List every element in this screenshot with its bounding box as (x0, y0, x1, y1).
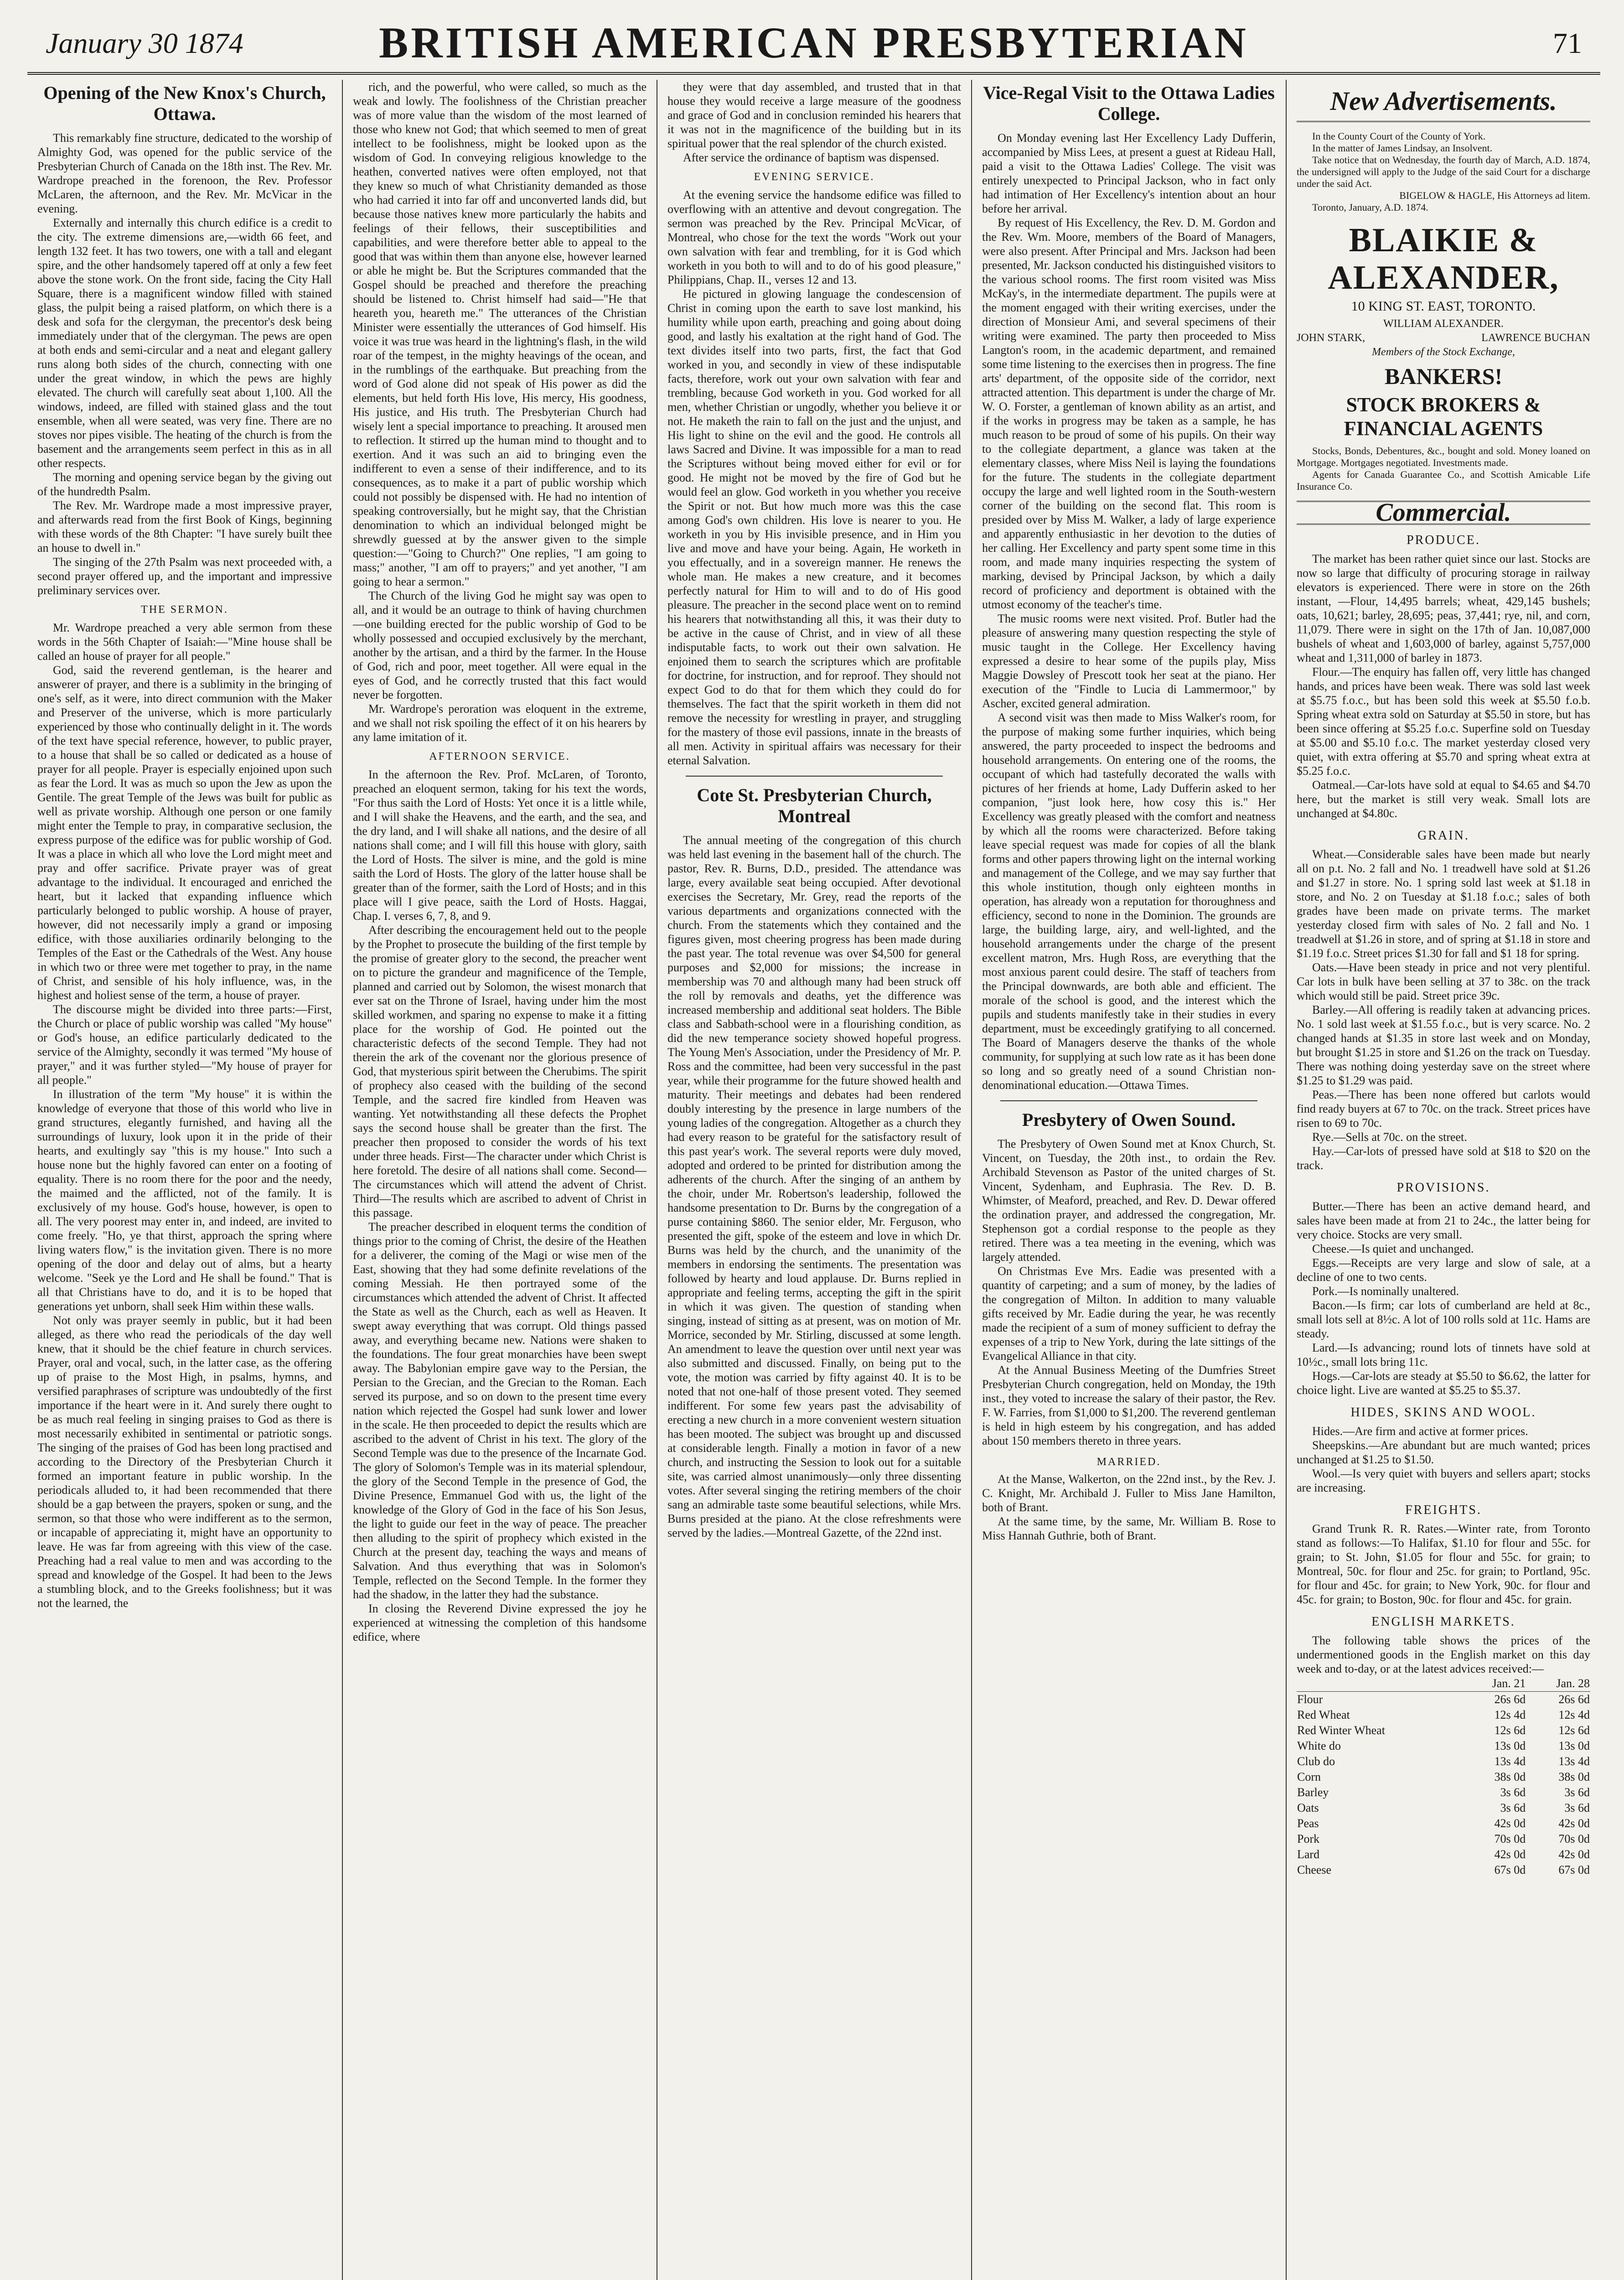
commercial-heading: Commercial. (1297, 501, 1590, 525)
table-cell: Corn (1297, 1770, 1321, 1783)
advertisements-heading: New Advertisements. (1297, 86, 1590, 122)
firm-description: Stocks, Bonds, Debentures, &c., bought and sold. Money loaned on Mortgage. Mortgages negotiated. Investments made. (1297, 445, 1590, 468)
partner-name: JOHN STARK, (1297, 332, 1365, 344)
page-number: 71 (1553, 27, 1582, 59)
firm-membership: Members of the Stock Exchange, (1372, 346, 1515, 358)
table-cell: 42s 0d (1558, 1848, 1590, 1861)
table-cell: Club do (1297, 1755, 1335, 1768)
columns (27, 80, 1600, 2280)
paragraph: The preacher described in eloquent terms the condition of things prior to the coming of Christ, the desire of the Heathen for a deliverer, the coming of the Magi or wise men of the East, showing that they had some definite revelations of the coming Messiah. He then portrayed some of the circumstances which attended the advent of Christ. It affected the State as well as the Church, each as well as Heaven. It swept away everything that was corrupt. Old things passed away, and everything became new. Nations were shaken to the foundations. The four great monarchies have been swept away. The Babylonian empire gave way to the Persian, the Persian to the Grecian, and the Grecian to the Roman. Each served its purpose, and so on down to the present time every nation which rejected the Gospel had sunk lower and lower in the scale. He then proceeded to depict the results which are ascribed to the advent of Christ in his text. The glory of the Second Temple was due to the presence of the Incarnate God. The glory of Solomon's Temple was in its material splendour, the glory of the Second Temple in the presence of God, the Divine Presence, Emmanuel God with us, the light of the knowledge of the Glory of God in the face of his Son Jesus, the light to guide our feet in the way of peace. The preacher then alluding to the spirit of prophecy which existed in the Church at the present day, teaching the ways and means of Salvation. And thus everything that was in Solomon's Temple, reflected on the Second Temple. In the former they had the shadow, in the latter they had the substance. (353, 1220, 646, 1601)
table-row (1297, 1754, 1590, 1769)
table-cell: 38s 0d (1558, 1770, 1590, 1783)
article-heading: Cote St. Presbyterian Church, Montreal (697, 785, 932, 826)
paragraph: Hogs.—Car-lots are steady at $5.50 to $6.62, the latter for choice light. Live are wanted at $5.25 to $5.37. (1297, 1369, 1590, 1397)
paragraph: At the Manse, Walkerton, on the 22nd inst., by the Rev. J. C. Knight, Mr. Archibald J. Fuller to Miss Jane Hamilton, both of Brant. (982, 1472, 1276, 1514)
column-1 (27, 80, 342, 2280)
paragraph: Pork.—Is nominally unaltered. (1312, 1285, 1459, 1298)
divider (686, 776, 943, 777)
column-4 (971, 80, 1286, 2280)
paragraph: At the evening service the handsome edifice was filled to overflowing with an attentive and devout congregation. The sermon was preached by the Rev. Principal McVicar, of Montreal, who chose for the text the words "Work out your own salvation with fear and trembling, for it is God which worketh in you both to will and to do of his good pleasure," Philippians, Chap. II., verses 12 and 13. (667, 188, 961, 286)
table-cell: 70s 0d (1494, 1832, 1526, 1845)
paragraph: The singing of the 27th Psalm was next proceeded with, a second prayer offered up, and the important and impressive preliminary services over. (37, 555, 332, 597)
paragraph: At the Annual Business Meeting of the Dumfries Street Presbyterian Church congregation, held on Monday, the 19th inst., they voted to increase the salary of their pastor, the Rev. F. W. Farries, from $1,000 to $1,200. The reverend gentleman is held in high esteem by his congregation, and has added about 150 members thereto in three years. (982, 1363, 1276, 1447)
table-cell: White do (1297, 1739, 1341, 1752)
table-cell: Oats (1297, 1801, 1319, 1814)
table-cell: 13s 0d (1558, 1739, 1590, 1752)
table-cell: 67s 0d (1558, 1863, 1590, 1876)
paragraph: Bacon.—Is firm; car lots of cumberland are held at 8c., small lots sell at 8½c. A lot of 100 rolls sold at 11c. Hams are steady. (1297, 1299, 1590, 1340)
table-row (1297, 1847, 1590, 1862)
table-row (1297, 1862, 1590, 1878)
paragraph: The Rev. Mr. Wardrope made a most impressive prayer, and afterwards read from the first Book of Kings, beginning with these words of the 8th Chapter: "I have surely built thee an house to dwell in." (37, 499, 332, 554)
paragraph: The music rooms were next visited. Prof. Butler had the pleasure of answering many question respecting the style of music taught in the College. Her Excellency having expressed a desire to hear some of the pupils play, Miss Maggie Dowsley of Prescott took her seat at the piano. Her execution of the "Findle to Lucia di Lammermoor," by Ascher, excited general admiration. (982, 612, 1276, 710)
paragraph: A second visit was then made to Miss Walker's room, for the purpose of making some further inquiries, which being answered, the party proceeded to inspect the bedrooms and household arrangements. On entering one of the rooms, the occupant of which had tastefully decorated the walls with pictures of her friends at home, Lady Dufferin asked to her companion, "just look here, how cosy this is." Her Excellency was greatly pleased with the comfort and neatness by which all the rooms were characterized. Before taking leave special request was made for copies of all the blank forms and other papers throwing light on the internal working and management of the College, and we may say further that this whole institution, though only eighteen months in operation, has already won a reputation for thoroughness and efficiency, second to none in the Dominion. The grounds are large, the building large, airy, and well-lighted, and the household arrangements under the charge of the present excellent matron, Mrs. Hugh Ross, are everything that the most anxious parent could desire. The staff of teachers from the Principal downwards, are both able and efficient. The morale of the school is good, and the interest which the pupils and students manifestly take in their studies in every department, must be exceedingly gratifying to all concerned. The Board of Managers deserve the thanks of the whole community, for supplying at such low rate as it has been done so long and so greatly need of a sound Christian non-denominational education.—Ottawa Times. (982, 711, 1276, 1092)
column-5 (1286, 80, 1600, 2280)
paragraph: The following table shows the prices of the undermentioned goods in the English market on this day week and to-day, or at the latest advices received:— (1297, 1634, 1590, 1675)
section-subhead: AFTERNOON SERVICE. (429, 751, 570, 762)
column-2 (342, 80, 657, 2280)
paragraph: Eggs.—Receipts are very large and slow of sale, at a decline of one to two cents. (1297, 1256, 1590, 1284)
legal-notice: In the matter of James Lindsay, an Insolvent. (1312, 142, 1493, 154)
paragraph: Sheepskins.—Are abundant but are much wanted; prices unchanged at $1.25 to $1.50. (1297, 1439, 1590, 1466)
section-subhead: EVENING SERVICE. (754, 171, 875, 183)
section-heading: HIDES, SKINS AND WOOL. (1350, 1405, 1536, 1420)
section-subhead: THE SERMON. (141, 604, 228, 616)
paragraph: In the afternoon the Rev. Prof. McLaren, of Toronto, preached an eloquent sermon, taking for his text the words, "For thus saith the Lord of Hosts: Yet once it is a little while, and I will shake the Heavens, and the earth, and the sea, and the dry land, and I will shake all nations, and the desire of all nations shall come; and I will fill this house with glory, saith the Lord of Hosts. The silver is mine, and the gold is mine saith the Lord of Hosts. The glory of the latter house shall be greater than of the former, saith the Lord of Hosts; and in this place will I give peace, saith the Lord of Hosts. Haggai, Chap. I. verses 6, 7, 8, and 9. (353, 768, 646, 922)
table-cell: 13s 4d (1558, 1755, 1590, 1768)
table-cell: 13s 4d (1494, 1755, 1526, 1768)
table-cell: 26s 6d (1558, 1693, 1590, 1706)
table-cell: 13s 0d (1494, 1739, 1526, 1752)
section-heading: GRAIN. (1417, 829, 1469, 843)
paragraph: By request of His Excellency, the Rev. D. M. Gordon and the Rev. Wm. Moore, members of the Board of Managers, were also present. After Principal and Mrs. Jackson had been presented, Mr. Jackson conducted his distinguished visitors to the various school rooms. The first room visited was Miss McKay's, in the intermediate department. The pupils were at the moment engaged with their writing exercises, under the direction of Monsieur Ami, and several specimens of their writing were examined. The party then proceeded to Miss Langton's room, in the academic department, and remained some time listening to the exercises then in progress. The fine arts' department, of the opposite side of the corridor, next attracted attention. This department is under the charge of Mr. W. O. Forster, a gentleman of known ability as an artist, and if the works in progress may be taken as a sample, he has much reason to be proud of some of his pupils. On their way to the collegiate department, a glance was taken at the elementary classes, where Miss Neil is laying the foundations for the future. The students in the collegiate department occupy the large and well lighted room in the South-western corner of the building on the second flat. This room is presided over by Miss M. Walker, a lady of large experience and apparently enthusiastic in her devotion to the duties of her calling. Her Excellency and party spent some time in this room, and made many inquiries respecting the system of marking, devised by Principal Jackson, by which a daily record of proficiency and deportment is obtained with the utmost economy of the teacher's time. (982, 216, 1276, 611)
english-markets-table (1297, 1676, 1590, 1878)
partner-name: WILLIAM ALEXANDER. (1383, 318, 1504, 330)
paragraph: Mr. Wardrope preached a very able sermon from these words in the 56th Chapter of Isaiah:—"Mine house shall be called an house of prayer for all people." (37, 621, 332, 663)
firm-name: BLAIKIE & ALEXANDER, (1328, 222, 1559, 296)
paragraph: rich, and the powerful, who were called, so much as the weak and lowly. The foolishness of the Christian preacher was of more value than the wisdom of the most learned of those who knew not God; that which seemed to men of great intellect to be foolishness, might be looked upon as the wisdom of God. In conveying religious knowledge to the heathen, converted natives were often employed, not that they knew so much of what Christianity demanded as those who had carried it into far off and unconverted lands did, but because those natives knew more particularly the habits and feelings of their fellows, their susceptibilities and capabilities, and were therefore better able to appeal to the good that was within them than anyone else, however learned or able he might be. But the Scriptures commanded that the Gospel should be preached and therefore the preaching should be listened to. Christ himself had said—"He that heareth you, heareth me." The utterances of the Christian Minister were essentially the utterances of God himself. His voice it was true was heard in the lightning's flash, in the wild roar of the tempest, in the mighty heavings of the ocean, and in the rumblings of the earthquake. But preaching from the word of God alone did not speak of His power as did the elements, but held forth His love, His mercy, His goodness, His justice, and His truth. The Presbyterian Church had wisely lent a special importance to preaching. It aroused men to reflection. It stirred up the human mind to thought and to exertion. And it was such an aid to bringing even the indifferent to even a sense of their indifference, and to its consequences, as to make it a part of public worship which could not possibly be dispensed with. He had no intention of speaking controversially, but he might say, that the Christian denomination to which an individual belonged might be shrewdly guessed at by the answer given to the simple question:—"Going to Church?" One replies, "I am going to mass;" another, "I am off to prayers;" and yet another, "I am going to hear a sermon." (353, 80, 646, 588)
table-cell: 12s 4d (1494, 1708, 1526, 1721)
column-3 (657, 80, 971, 2280)
table-cell: 42s 0d (1494, 1848, 1526, 1861)
table-cell: Barley (1297, 1786, 1329, 1799)
paragraph: Lard.—Is advancing; round lots of tinnets have sold at 10½c., small lots bring 11c. (1297, 1341, 1590, 1368)
table-cell: Pork (1297, 1832, 1320, 1845)
table-row (1297, 1785, 1590, 1800)
table-cell: 38s 0d (1494, 1770, 1526, 1783)
table-header-row (1297, 1676, 1590, 1692)
paragraph: The Presbytery of Owen Sound met at Knox Church, St. Vincent, on Tuesday, the 20th inst., to ordain the Rev. Archibald Stevenson as Pastor of the united charges of St. Vincent, Sydenham, and Euphrasia. The Rev. D. B. Whimster, of Meaford, preached, and Rev. D. Dewar offered the ordination prayer, and addressed the congregation, Mr. Stephenson got a cordial response to the people as they retired. There was a tea meeting in the evening, which was largely attended. (982, 1137, 1276, 1264)
paragraph: Cheese.—Is quiet and unchanged. (1312, 1242, 1474, 1255)
paragraph: Not only was prayer seemly in public, but it had been alleged, as there who read the periodicals of the day well knew, that it should be the chief feature in church services. Prayer, oral and vocal, such, in the latter case, as the offering up of praise to the Most High, in psalms, hymns, and versified paraphrases of scripture was undoubtedly of the first importance if the heart were in it. And surely there ought to be as much real feeling in singing praises to God as there is most necessarily exhibited in sentimental or patriotic songs. The singing of the praises of God has been long practised and according to the Directory of the Presbyterian Church it formed an important feature in public worship. In the periodicals alluded to, it had been recommended that there should be a gap between the prayers, spoken or sung, and the sermon, so that those who were indifferent as to the sermon, or incapable of appreciating it, might have an opportunity to leave. He was far from agreeing with this view of the case. Preaching had a real value to men and was according to the spread and knowledge of the Gospel. It had been to the Jews a stumbling block, and to the Greeks foolishness; but it was not the learned, the (37, 1314, 332, 1610)
table-cell: 42s 0d (1494, 1817, 1526, 1830)
article-heading: Vice-Regal Visit to the Ottawa Ladies College. (983, 83, 1275, 124)
paragraph: The morning and opening service began by the giving out of the hundredth Psalm. (37, 471, 332, 498)
section-heading: FREIGHTS. (1405, 1503, 1482, 1517)
table-row (1297, 1831, 1590, 1847)
table-cell: 67s 0d (1494, 1863, 1526, 1876)
legal-notice: In the County Court of the County of York. (1312, 130, 1486, 142)
section-heading: PROVISIONS. (1396, 1181, 1490, 1195)
divider (1000, 1100, 1257, 1101)
table-header-cell: Jan. 21 (1462, 1676, 1526, 1692)
paragraph: God, said the reverend gentleman, is the hearer and answerer of prayer, and there is a sublimity in the bringing of one's self, as it were, into direct communion with the Maker and Preserver of the universe, which is more particularly experienced by those who continually delight in it. The words of the text have special reference, however, to public prayer, to a house that shall be so called or dedicated as a house of prayer for all people. Prayer is especially enjoined upon such as fear the Lord. It was as much so upon the Jew as upon the Gentile. The great Temple of the Jews was built for public as well as private worship. Although one person or one family might enter the Temple to pray, in comparative seclusion, the express purpose of the edifice was for public worship of God. It was a place in which all who love the Lord might meet and pray and offer sacrifice. Private prayer was of great advantage to the individual. It encouraged and enriched the heart, but it lacked that expanding influence which particularly belonged to public worship. A house of prayer, however, did not necessarily imply a grand or imposing edifice, with those auxiliaries ordinarily belonging to the Temples of the East or the Cathedrals of the West. Any house in which two or three were met together to pray, in the name of Christ, and sensible of his holy influence, was, in the highest and holiest sense of the term, a house of prayer. (37, 663, 332, 1002)
table-cell: Lard (1297, 1848, 1320, 1861)
article-heading: Opening of the New Knox's Church, Ottawa. (43, 83, 326, 124)
table-cell: Flour (1297, 1693, 1323, 1706)
table-row (1297, 1707, 1590, 1723)
table-cell: 26s 6d (1494, 1693, 1526, 1706)
section-heading: PRODUCE. (1407, 533, 1480, 547)
masthead (27, 8, 1600, 75)
paragraph: On Monday evening last Her Excellency Lady Dufferin, accompanied by Miss Lees, at present a guest at Rideau Hall, paid a visit to the Ottawa Ladies' College. The visit was entirely unexpected to Principal Jackson, who in fact only had intimation of Her Excellency's intention about an hour before her arrival. (982, 131, 1276, 215)
paragraph: The Church of the living God he might say was open to all, and it would be an outrage to think of having churchmen—one building erected for the public worship of God to be wholly possessed and occupied exclusively by the merchant, another by the artisan, and a third by the farmer. In the House of God, rich and poor, meet together. All were equal in the eyes of God, and he correctly trusted that this fact would never be forgotten. (353, 589, 646, 701)
paragraph: Oats.—Have been steady in price and not very plentiful. Car lots in bulk have been selling at 37 to 38c. on the track which would still be paid. Street price 39c. (1297, 961, 1590, 1002)
bankers-heading: BANKERS! (1384, 363, 1503, 389)
paragraph: Hides.—Are firm and active at former prices. (1312, 1425, 1528, 1438)
paragraph: Grand Trunk R. R. Rates.—Winter rate, from Toronto stand as follows:—To Halifax, $1.10 for flour and 55c. for grain; to St. John, $1.05 for flour and 55c. for grain; to Montreal, 50c. for flour and 25c. for grain; to Portland, 95c. for flour and 45c. for grain; to New York, 90c. for flour and 45c. for grain; to Boston, 90c. for flour and 45c. for grain. (1297, 1522, 1590, 1606)
paragraph: Wheat.—Considerable sales have been made but nearly all on p.t. No. 2 fall and No. 1 treadwell have sold at $1.26 and $1.27 in store. No. 1 spring sold last week at $1.18 in store, and No. 2 on Tuesday at $1.18 f.o.c.; sales of both grades have been made on private terms. The market yesterday closed firm with sales of No. 2 fall and No. 1 treadwell at $1.26 in store, and of spring at $1.18 in store and $1.19 f.o.c. Street prices $1.30 for fall and $1 18 for spring. (1297, 848, 1590, 960)
firm-agents: Agents for Canada Guarantee Co., and Scottish Amicable Life Insurance Co. (1297, 469, 1590, 492)
table-cell: 3s 6d (1500, 1786, 1526, 1799)
table-cell: 12s 6d (1494, 1724, 1526, 1737)
paragraph: Mr. Wardrope's peroration was eloquent in the extreme, and we shall not risk spoiling the effect of it on his hearers by any lame imitation of it. (353, 702, 646, 744)
paragraph: In illustration of the term "My house" it is within the knowledge of everyone that those of this world who live in grand structures, elegantly furnished, and having all the surroundings of luxury, look upon it in the pride of their hearts, and exultingly say "this is my house." Into such a house none but the highly favored can enter on a footing of equality. There is no room there for the poor and the needy, the maimed and the afflicted, not of the family. It is exclusively of my house. God's house, however, is open to all. The very poorest may enter in, and indeed, are invited to come freely. "Ho, ye that thirst, approach the spring where living waters flow," is the invitation given. There is no more opening of the door and delay out of alms, but a hearty welcome. "Seek ye the Lord and He shall be found." That is all that Christians have to do, and it is to be hoped that generations yet unborn, shall seek Him within these walls. (37, 1088, 332, 1313)
paragraph: The discourse might be divided into three parts:—First, the Church or place of public worship was called "My house" or God's house, an edifice particularly dedicated to the service of the Almighty, secondly it was termed "My house of prayer," and it was further styled—"My house of prayer for all people." (37, 1003, 332, 1087)
newspaper-title: BRITISH AMERICAN PRESBYTERIAN (379, 18, 1249, 67)
paragraph: This remarkably fine structure, dedicated to the worship of Almighty God, was opened for the public service of the Presbyterian Church of Canada on the 18th inst. The Rev. Mr. Wardrope preached in the forenoon, the Rev. Professor McLaren, the afternoon, and the Rev. Mr. McVicar in the evening. (37, 131, 332, 215)
paragraph: The market has been rather quiet since our last. Stocks are now so large that difficulty of procuring storage in railway elevators is experienced. There were in store on the 26th instant, —Flour, 14,495 barrels; wheat, 429,145 bushels; oats, 10,621; barley, 28,695; peas, 37,441; rye, nil, and corn, 11,079. There were in sight on the 17th of Jan. 10,087,000 bushels of wheat and 1,603,000 of barley, against 5,757,000 wheat and 1,311,000 of barley in 1873. (1297, 552, 1590, 664)
table-row (1297, 1723, 1590, 1738)
partner-names (1297, 331, 1590, 345)
legal-signature: BIGELOW & HAGLE, His Attorneys ad litem. (1399, 190, 1590, 201)
table-row (1297, 1769, 1590, 1785)
table-header-cell: Jan. 28 (1526, 1676, 1590, 1692)
paragraph: The annual meeting of the congregation of this church was held last evening in the basement hall of the church. The pastor, Rev. R. Burns, D.D., presided. The attendance was large, every available seat being occupied. After devotional exercises the Secretary, Mr. Grey, read the reports of the various departments and organizations connected with the church. From the statements which they contained and the figures given, most cheering progress has been made during the past year. The total revenue was over $4,500 for general purposes and $2,000 for missions; the increase in membership was 70 and although many had been struck off the roll by removals and deaths, yet the difference was increased membership and additional seat holders. The Bible class and Sabbath-school were in a flourishing condition, as did the new temperance society showed hopeful progress. The Young Men's Association, under the Presidency of Mr. P. Ross and the committee, had been very successful in the past year, while their programme for the future showed health and maturity. Their meetings and debates had been rendered doubly interesting by the presence in large numbers of the young ladies of the congregation. Altogether as a church they had every reason to be grateful for the satisfactory result of this past year's work. The several reports were duly moved, adopted and ordered to be printed for distribution among the adherents of the church. After the singing of an anthem by the choir, under Mr. Robertson's leadership, followed the handsome presentation to Dr. Burns by the congregation of a purse containing $860. The senior elder, Mr. Ferguson, who presented the gift, spoke of the esteem and love in which Dr. Burns was held by the church, and the unanimity of the members in endorsing the sentiments. The presentation was followed by hearty and loud applause. Dr. Burns replied in appropriate and feeling terms, accepting the gift in the spirit in which it was given. The question of standing when singing, instead of sitting as at present, was on motion of Mr. Morrice, seconded by Mr. Stirling, discussed at some length. An amendment to leave the question over until next year was also submitted and discussed. Finally, on being put to the vote, the motion was carried by fifty against 40. It is to be noted that not one-half of those present voted. They seemed indifferent. For some few years past the advisability of erecting a new church in a more convenient western situation has been mooted. The subject was brought up and discussed at considerable length. Finally a motion in favor of a new church, and instructing the Session to look out for a suitable site, was carried almost unanimously—only three dissenting votes. After several singing the retiring members of the choir sang an admirable taste some beautiful selections, while Mrs. Burns presided at the piano. At the close refreshments were served by the ladies.—Montreal Gazette, of the 22nd inst. (667, 834, 961, 1539)
table-cell: Peas (1297, 1817, 1319, 1830)
paragraph: Butter.—There has been an active demand heard, and sales have been made at from 21 to 24c., the latter being for very choice. Stocks are very small. (1297, 1200, 1590, 1241)
paragraph: Rye.—Sells at 70c. on the street. (1312, 1130, 1467, 1144)
article-heading: Presbytery of Owen Sound. (1022, 1109, 1236, 1130)
table-row (1297, 1692, 1590, 1708)
married-heading: MARRIED. (1096, 1456, 1161, 1468)
table-cell: Red Wheat (1297, 1708, 1350, 1721)
paragraph: Flour.—The enquiry has fallen off, very little has changed hands, and prices have been weak. There was sold last week at $5.75 f.o.c., but has been sold this week at $5.50 f.o.b. Spring wheat extra sold on Saturday at $5.50 in store, but has been since offering at $5.25 f.o.c. Superfine sold on Tuesday at $5.00 and $5.10 f.o.c. The market yesterday closed very quiet, with extra offering at $5.70 and spring wheat extra at $5.25 f.o.c. (1297, 665, 1590, 777)
paragraph: After describing the encouragement held out to the people by the Prophet to prosecute the building of the first temple by the promise of greater glory to the second, the preacher went on to picture the grandeur and magnificence of the Temple, planned and carried out by Solomon, the wisest monarch that ever sat on the Throne of Israel, having under him the most skilled workmen, and sparing no expense to make it a fitting place for the worship of God. He pointed out the characteristic defects of the second Temple. They had not therein the ark of the covenant nor the glorious presence of God, that mysterious spirit between the Cherubims. The spirit of prophecy also ceased with the building of the second Temple, and the sacred fire kindled from Heaven was wanting. Yet notwithstanding all these defects the Prophet says the second house shall be greater than the first. The preacher then proposed to consider the words of his text under three heads. First—The character under which Christ is here foretold. The desire of all nations shall come. Second—The circumstances which will attend the advent of Christ. Third—The results which are ascribed to advent of Christ in this passage. (353, 923, 646, 1219)
table-cell: 3s 6d (1564, 1801, 1590, 1814)
table-cell: 3s 6d (1564, 1786, 1590, 1799)
table-cell: Red Winter Wheat (1297, 1724, 1385, 1737)
paragraph: At the same time, by the same, Mr. William B. Rose to Miss Hannah Guthrie, both of Brant. (982, 1515, 1276, 1542)
table-row (1297, 1816, 1590, 1831)
paragraph: Barley.—All offering is readily taken at advancing prices. No. 1 sold last week at $1.55 f.o.c., but is very scarce. No. 2 changed hands at $1.35 in store last week and on Monday, but brought $1.25 in store and $1.26 on the track on Tuesday. There was nothing doing yesterday save on the street where $1.25 to $1.29 was paid. (1297, 1003, 1590, 1087)
paragraph: He pictured in glowing language the condescension of Christ in coming upon the earth to save lost mankind, his humility while upon earth, preaching and going about doing good, and lastly his exaltation at the right hand of God. The text divides itself into two parts, first, the fact that God worked in you, and secondly in view of these indisputable facts, therefore, work out your own salvation with fear and trembling, because God worketh in you. God worked for all men, whether Christian or ungodly, whether you believe it or not. He maketh the rain to fall on the just and the unjust, and His light to shine on the evil and the good. He controls all laws Sacred and Divine. It was impossible for a man to read the Scriptures without being moved either for evil or for good. He might not be moved by the fire of God but he would feel an glow. God worketh in you whether you receive the Spirit or not. But how much more was this the case among God's own children. His love is nearer to you. He worketh in you by His invisible presence, and in Him you live and move and have your being. Again, He worketh in you effectually, and in a sovereign manner. He renews the whole man. He makes a new creature, and it becomes perfectly natural for Him to will and to do of His good pleasure. The preacher in the second place went on to remind his hearers that notwithstanding all this, it was their duty to be active in the cause of Christ, and in view of all these indisputable facts, to work out their own salvation. He enjoined them to search the scriptures which are profitable for doctrine, for instruction, and for reproof. They should not expect God to do that for them which they could do for themselves. The fact that the spirit worketh in them did not remove the necessity for wrestling in prayer, and struggling for the mastery of those evil passions, innate in the breasts of all men. Activity in spiritual affairs was necessary for their eternal Salvation. (667, 287, 961, 767)
paragraph: Hay.—Car-lots of pressed have sold at $18 to $20 on the track. (1297, 1145, 1590, 1172)
paragraph: Externally and internally this church edifice is a credit to the city. The extreme dimensions are,—width 66 feet, and length 132 feet. It has two towers, one with a tall and elegant spire, and the other handsomely tapered off at only a few feet above the stone work. On the front side, facing the City Hall Square, there is a magnificent window filled with stained glass, the pulpit being a raised platform, on which there is a desk and sofa for the clergyman, the precentor's desk being immediately under that of the clergyman. The pews are open at both ends and semi-circular and a neat and elegant gallery runs along both sides of the church, connecting with one under the great window, in which the pews are highly elevated. The church will carefully seat about 1,100. All the windows, indeed, are filled with stained glass and the tout ensemble, when all were seated, was very fine. There are no stoves nor pipes visible. The heating of the church is from the basement and the arrangements seem perfect in this as in all other respects. (37, 216, 332, 470)
paragraph: After service the ordinance of baptism was dispensed. (683, 151, 939, 164)
paragraph: Peas.—There has been none offered but carlots would find ready buyers at 67 to 70c. on the track. Street prices have risen to 69 to 70c. (1297, 1088, 1590, 1130)
paragraph: On Christmas Eve Mrs. Eadie was presented with a quantity of carpeting; and a sum of money, by the ladies of the congregation of Milton. In addition to many valuable gifts received by Mr. Eadie during the year, he was recently made the recipient of a sum of money sufficient to defray the expenses of a trip to New York, during the late sittings of the Evangelical Alliance in that city. (982, 1264, 1276, 1363)
paragraph: Wool.—Is very quiet with buyers and sellers apart; stocks are increasing. (1297, 1467, 1590, 1494)
table-row (1297, 1800, 1590, 1816)
table-row (1297, 1738, 1590, 1754)
table-cell: 12s 4d (1558, 1708, 1590, 1721)
section-heading: ENGLISH MARKETS. (1371, 1615, 1515, 1629)
table-header-cell (1297, 1676, 1462, 1692)
table-cell: 42s 0d (1558, 1817, 1590, 1830)
partner-name: LAWRENCE BUCHAN (1481, 332, 1590, 344)
table-cell: 12s 6d (1558, 1724, 1590, 1737)
issue-date: January 30 1874 (46, 27, 243, 59)
paragraph: In closing the Reverend Divine expressed the joy he experienced at witnessing the completion of this handsome edifice, where (353, 1602, 646, 1643)
table-cell: 70s 0d (1558, 1832, 1590, 1845)
paragraph: Oatmeal.—Car-lots have sold at equal to $4.65 and $4.70 here, but the market is still very weak. Small lots are unchanged at $4.80c. (1297, 778, 1590, 820)
table-cell: Cheese (1297, 1863, 1332, 1876)
table-cell: 3s 6d (1500, 1801, 1526, 1814)
table-body (1297, 1692, 1590, 1878)
legal-date: Toronto, January, A.D. 1874. (1312, 202, 1428, 213)
firm-address: 10 KING ST. EAST, TORONTO. (1351, 299, 1536, 314)
legal-notice: Take notice that on Wednesday, the fourth day of March, A.D. 1874, the undersigned will apply to the Judge of the said Court for a discharge under the said Act. (1297, 154, 1590, 189)
stockbrokers-heading: STOCK BROKERS & FINANCIAL AGENTS (1344, 394, 1543, 440)
paragraph: they were that day assembled, and trusted that in that house they would receive a large measure of the goodness and grace of God and in conclusion reminded his hearers that it was not in the magnificence of the building but in its spiritual power that the real splendor of the church existed. (667, 80, 961, 150)
